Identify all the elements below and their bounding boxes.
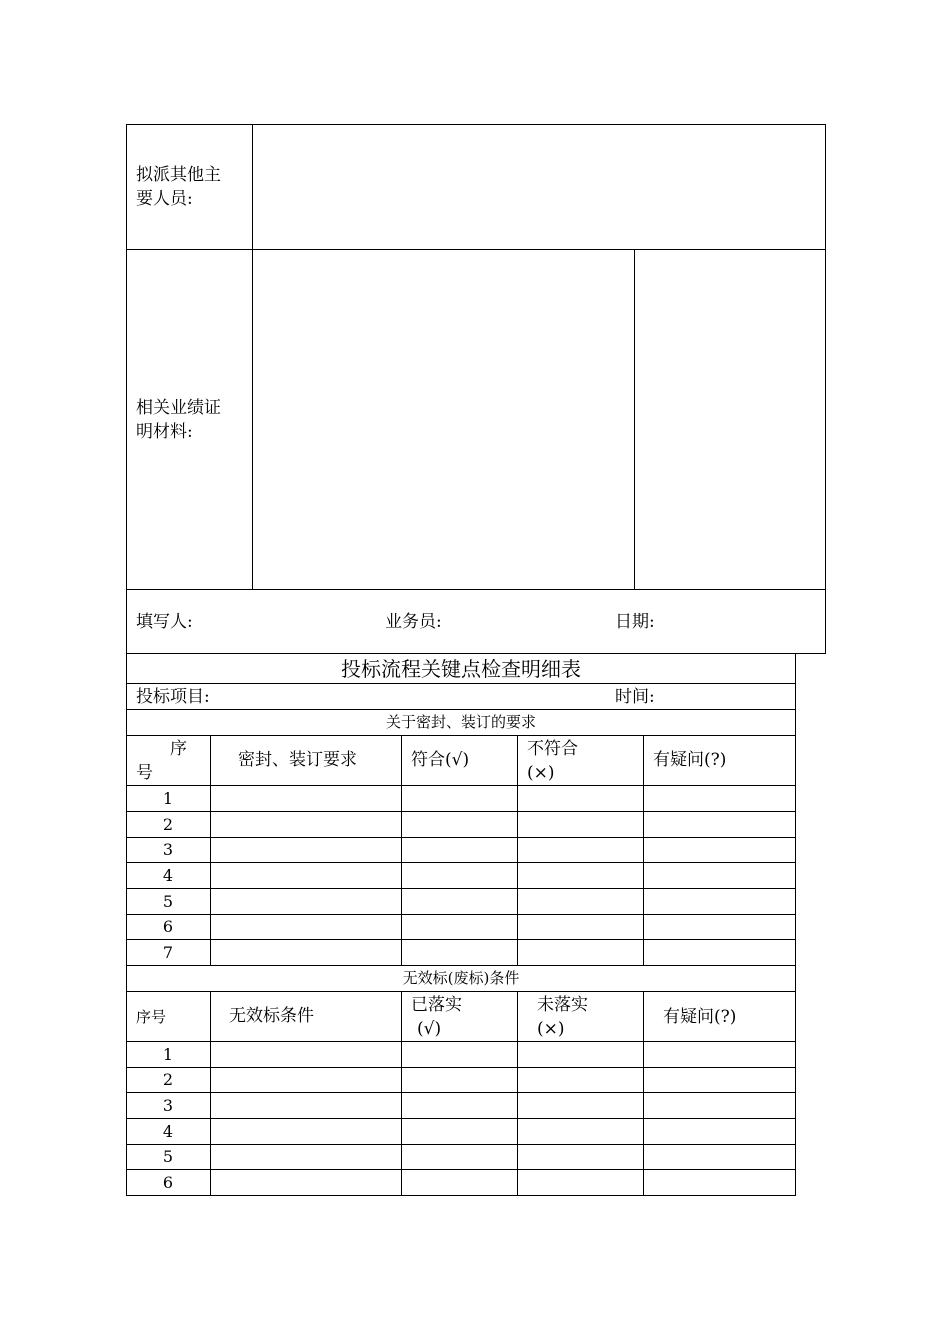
s1-col-item-header: 密封、装订要求 (238, 750, 357, 770)
checklist-line-title (126, 683, 796, 684)
checklist-line-r5 (126, 914, 796, 915)
s2-col-divider-4 (643, 991, 644, 1196)
s1-row-6-no: 6 (162, 917, 174, 936)
clerk-label: 业务员: (385, 612, 442, 632)
upper-form-row-divider-1 (126, 249, 826, 250)
project-field[interactable] (225, 685, 605, 708)
s1-col-divider-3 (517, 735, 518, 965)
filler-label: 填写人: (136, 612, 193, 632)
s2-col-no-header: 序号 (136, 1008, 167, 1026)
checklist-line-s2r4 (126, 1144, 796, 1145)
checklist-line-r4 (126, 888, 796, 889)
time-label: 时间: (615, 687, 655, 707)
s2-row-3-no: 3 (162, 1096, 174, 1115)
checklist-line-r3 (126, 862, 796, 863)
s1-col-divider-1 (210, 735, 211, 965)
checklist-line-s2r5 (126, 1169, 796, 1170)
project-label: 投标项目: (136, 687, 210, 707)
s1-row-3-no: 3 (162, 840, 174, 859)
performance-field-left[interactable] (254, 251, 632, 588)
s2-row-6-no: 6 (162, 1173, 174, 1192)
s1-row-1-no: 1 (162, 789, 174, 808)
other-staff-label: 拟派其他主 要人员: (136, 165, 221, 209)
performance-column-divider (634, 249, 635, 589)
date-label: 日期: (615, 612, 655, 632)
s1-col-no-header: 序 号 (136, 739, 187, 783)
s2-row-1-no: 1 (162, 1045, 174, 1064)
checklist-line-r6 (126, 939, 796, 940)
checklist-line-s2r3 (126, 1118, 796, 1119)
s2-col-divider-3 (517, 991, 518, 1196)
s2-row-4-no: 4 (162, 1122, 174, 1141)
s2-row-5-no: 5 (162, 1147, 174, 1166)
performance-label: 相关业绩证 明材料: (136, 398, 221, 442)
checklist-line-r1 (126, 811, 796, 812)
upper-form-label-divider (252, 124, 253, 590)
section2-heading: 无效标(废标)条件 (402, 969, 520, 987)
s2-col-not-done-header: 未落实 (×) (537, 995, 588, 1039)
section1-heading: 关于密封、装订的要求 (385, 713, 536, 731)
s1-row-4-no: 4 (162, 866, 174, 885)
s1-col-divider-4 (643, 735, 644, 965)
checklist-line-header1 (126, 785, 796, 786)
s2-col-item-header: 无效标条件 (229, 1006, 314, 1026)
checklist-title: 投标流程关键点检查明细表 (341, 657, 581, 681)
checklist-line-section1 (126, 735, 796, 736)
s1-col-doubt-header: 有疑问(?) (653, 750, 727, 770)
checklist-line-section2 (126, 991, 796, 992)
checklist-line-r2 (126, 837, 796, 838)
s2-col-divider-2 (401, 991, 402, 1196)
checklist-line-header2 (126, 1041, 796, 1042)
s2-col-divider-1 (210, 991, 211, 1196)
s2-col-done-header: 已落实 (√) (411, 995, 462, 1039)
time-field[interactable] (665, 685, 793, 708)
s1-row-2-no: 2 (162, 815, 174, 834)
checklist-line-s2r1 (126, 1067, 796, 1068)
performance-field-right[interactable] (636, 251, 824, 588)
s2-row-2-no: 2 (162, 1070, 174, 1089)
other-staff-field[interactable] (254, 126, 824, 248)
checklist-line-s2r2 (126, 1092, 796, 1093)
s1-col-divider-2 (401, 735, 402, 965)
s1-row-5-no: 5 (162, 892, 174, 911)
s1-row-7-no: 7 (162, 943, 174, 962)
s1-col-not-ok-header: 不符合 (×) (527, 739, 578, 783)
s1-col-ok-header: 符合(√) (411, 750, 470, 770)
upper-form-row-divider-2 (126, 589, 826, 590)
s2-col-doubt-header: 有疑问(?) (663, 1007, 737, 1027)
